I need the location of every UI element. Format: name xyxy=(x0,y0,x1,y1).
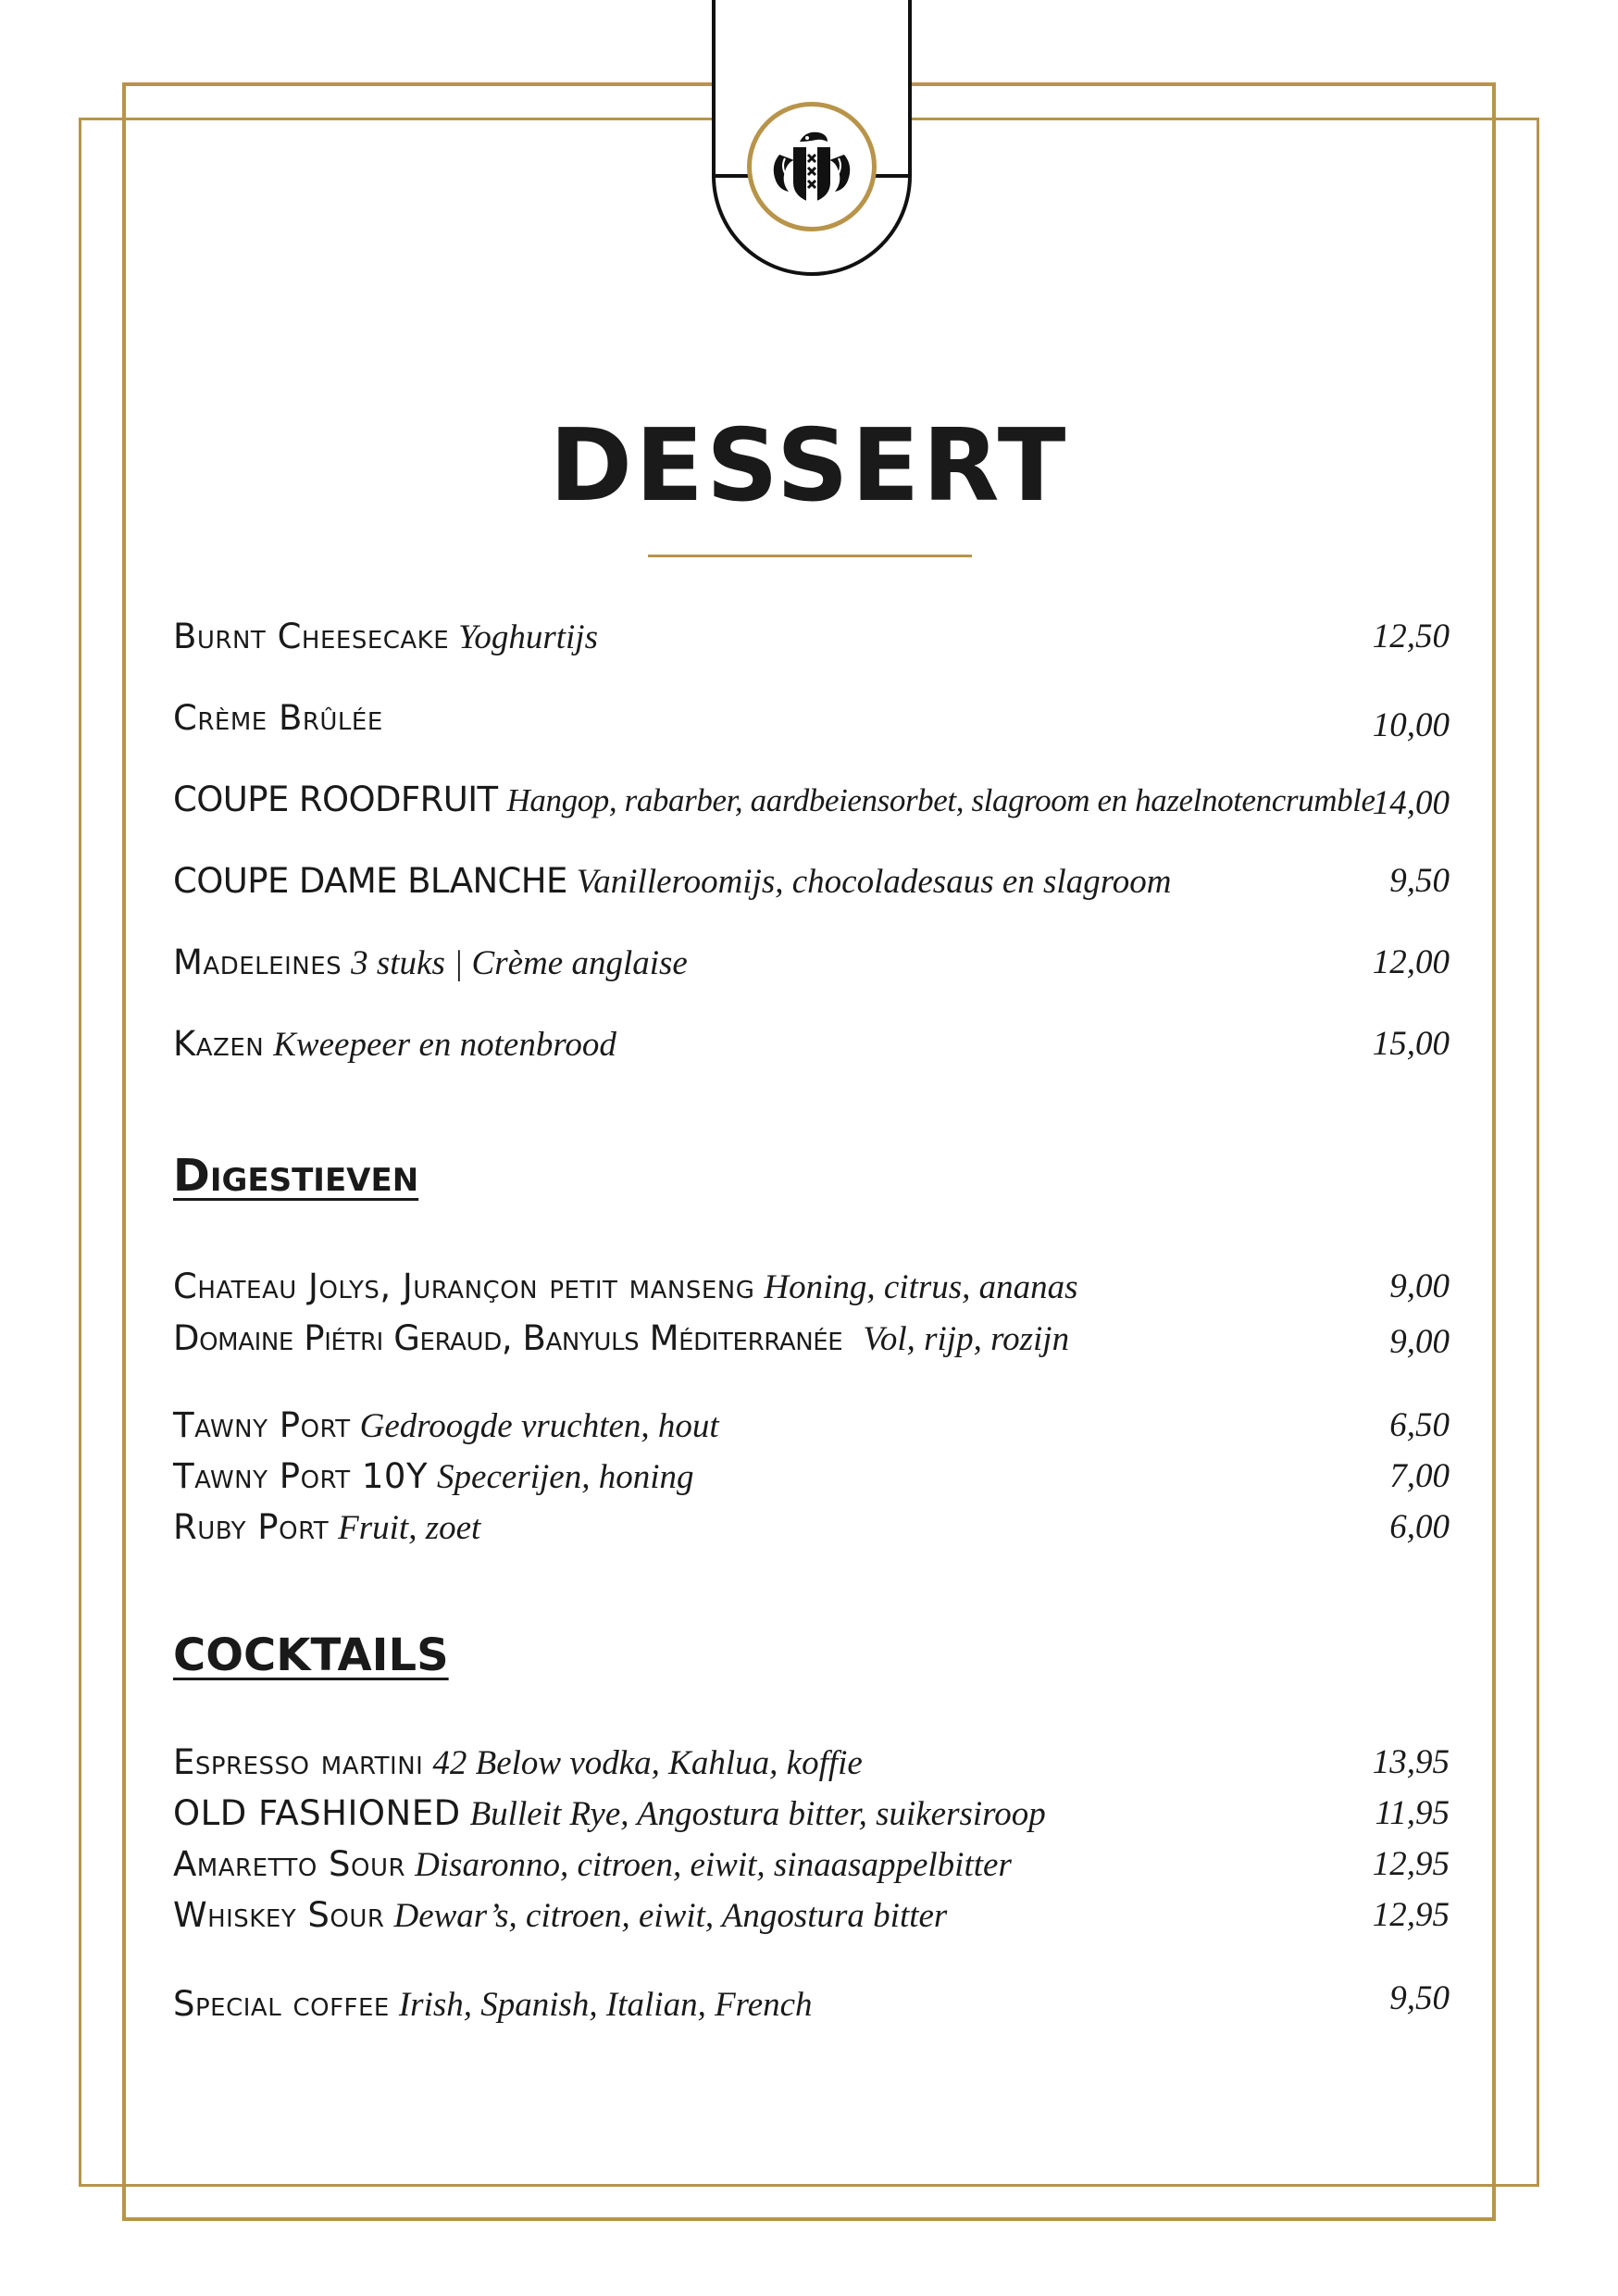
item-name: Burnt Cheesecake Yoghurtijs xyxy=(173,617,598,656)
item-description: Gedroogde vruchten, hout xyxy=(359,1407,719,1445)
item-price: 9,00 xyxy=(1389,1267,1450,1305)
item-price: 9,50 xyxy=(1389,1979,1450,2017)
item-description: Vol, rijp, rozijn xyxy=(863,1320,1070,1358)
menu-item xyxy=(173,1737,1450,1789)
menu-item xyxy=(173,1451,1450,1503)
menu-item xyxy=(173,1502,1450,1554)
item-name: Crème Brûlée xyxy=(173,698,383,738)
item-description: Dewar’s, citroen, eiwit, Angostura bitter xyxy=(393,1897,948,1935)
item-name: OLD FASHIONED Bulleit Rye, Angostura bitter, suikersiroop xyxy=(173,1793,1046,1833)
item-description: 42 Below vodka, Kahlua, koffie xyxy=(432,1744,863,1782)
item-description: Kweepeer en notenbrood xyxy=(273,1026,616,1064)
item-price: 10,00 xyxy=(1372,706,1450,744)
item-price: 12,50 xyxy=(1372,618,1450,655)
item-price: 15,00 xyxy=(1372,1025,1450,1063)
item-name: Chateau Jolys, Jurançon petit manseng Honing, citrus, ananas xyxy=(173,1267,1078,1306)
item-name: COUPE DAME BLANCHE Vanilleroomijs, chocoladesaus en slagroom xyxy=(173,861,1172,901)
item-name: Special coffee Irish, Spanish, Italian, French xyxy=(173,1984,813,2024)
item-description: Specerijen, honing xyxy=(437,1458,694,1496)
menu-item xyxy=(173,1261,1450,1313)
menu-item xyxy=(173,937,1450,989)
menu-item xyxy=(173,1400,1450,1452)
item-price: 12,95 xyxy=(1372,1845,1450,1883)
item-name: Madeleines 3 stuks | Crème anglaise xyxy=(173,942,688,982)
menu-item xyxy=(173,1018,1450,1070)
item-name: COUPE ROODFRUIT Hangop, rabarber, aardbeiensorbet, slagroom en hazelnotencrumble xyxy=(173,780,1375,819)
item-description: Honing, citrus, ananas xyxy=(764,1268,1078,1306)
item-description: Fruit, zoet xyxy=(338,1509,481,1547)
menu-item xyxy=(173,611,1450,663)
item-price: 6,00 xyxy=(1389,1508,1450,1546)
item-name: Tawny Port Gedroogde vruchten, hout xyxy=(173,1405,719,1445)
menu-item xyxy=(173,855,1450,907)
menu-item xyxy=(173,693,1450,744)
item-price: 13,95 xyxy=(1372,1743,1450,1781)
section-heading-digestieven: Digestieven xyxy=(173,1150,419,1202)
logo-badge xyxy=(747,102,877,231)
menu-item xyxy=(173,1839,1450,1890)
menu-item xyxy=(173,1978,1450,2030)
item-description: Yoghurtijs xyxy=(458,618,598,656)
item-price: 12,00 xyxy=(1372,943,1450,981)
item-name: Amaretto Sour Disaronno, citroen, eiwit, sinaasappelbitter xyxy=(173,1844,1012,1884)
menu-item xyxy=(173,774,1450,826)
item-description: 3 stuks | Crème anglaise xyxy=(351,944,688,982)
item-description: Vanilleroomijs, chocoladesaus en slagroom xyxy=(576,863,1172,901)
item-price: 6,50 xyxy=(1389,1406,1450,1444)
item-name: Espresso martini 42 Below vodka, Kahlua, koffie xyxy=(173,1742,863,1782)
item-price: 11,95 xyxy=(1375,1794,1450,1832)
item-price: 9,00 xyxy=(1389,1323,1450,1361)
title-underline xyxy=(648,555,972,557)
item-price: 9,50 xyxy=(1389,862,1450,900)
item-description: Irish, Spanish, Italian, French xyxy=(398,1986,813,2024)
item-price: 12,95 xyxy=(1372,1896,1450,1934)
section-heading-cocktails: COCKTAILS xyxy=(173,1629,449,1681)
menu-item xyxy=(173,1890,1450,1941)
logo-tab xyxy=(712,0,912,276)
item-name: Ruby Port Fruit, zoet xyxy=(173,1507,481,1547)
item-name: Domaine Piétri Geraud, Banyuls Méditerranée Vol, rijp, rozijn xyxy=(173,1318,1070,1358)
menu-item xyxy=(173,1788,1450,1840)
amsterdam-crest-icon xyxy=(752,106,872,227)
item-description: Bulleit Rye, Angostura bitter, suikersiroop xyxy=(469,1795,1046,1833)
item-description: Disaronno, citroen, eiwit, sinaasappelbitter xyxy=(415,1846,1012,1884)
item-description: Hangop, rabarber, aardbeiensorbet, slagroom en hazelnotencrumble xyxy=(506,782,1375,818)
menu-item xyxy=(173,1313,1450,1365)
item-name: Kazen Kweepeer en notenbrood xyxy=(173,1024,616,1064)
page-title: DESSERT xyxy=(549,408,1069,524)
item-name: Whiskey Sour Dewar’s, citroen, eiwit, Angostura bitter xyxy=(173,1895,948,1935)
item-price: 7,00 xyxy=(1389,1457,1450,1495)
item-price: 14,00 xyxy=(1372,784,1450,822)
item-name: Tawny Port 10Y Specerijen, honing xyxy=(173,1456,694,1496)
